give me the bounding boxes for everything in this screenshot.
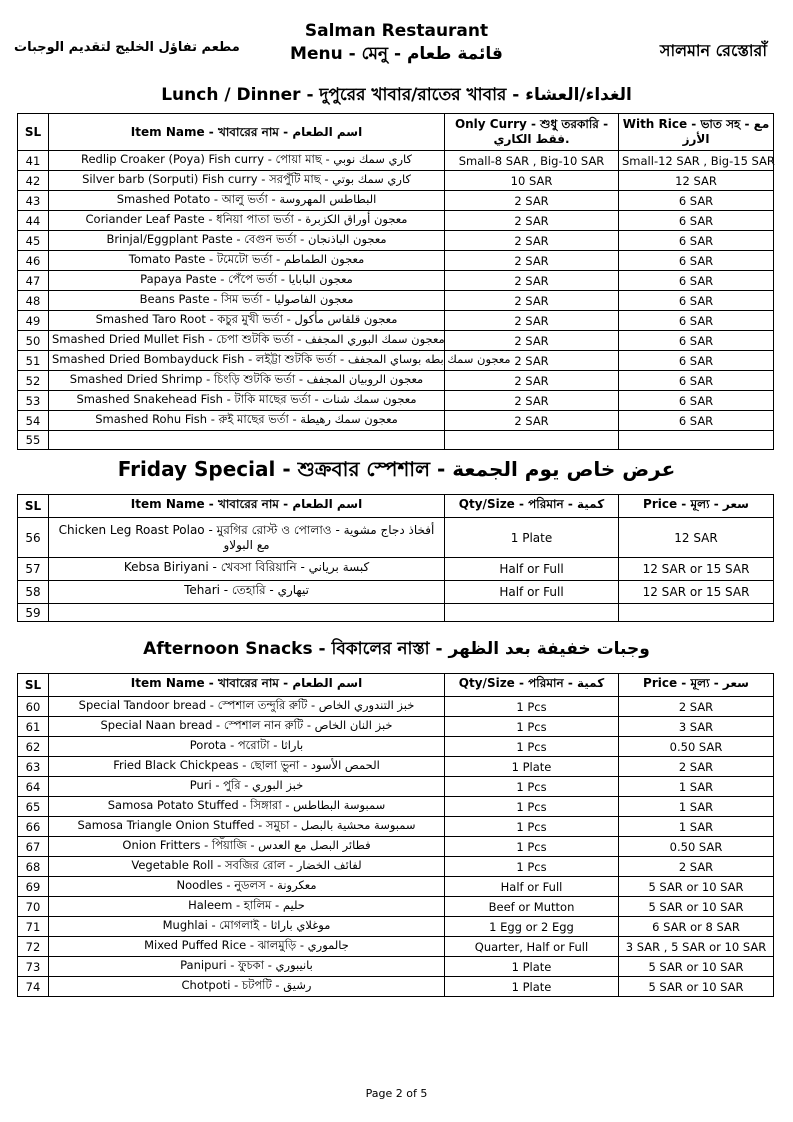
cell-item: Mixed Puffed Rice - ঝালমুড়ি - جالموري	[49, 937, 445, 957]
col-price-header: Price - মূল্য - سعر	[619, 495, 774, 518]
cell-item: Smashed Dried Shrimp - চিংড়ি শুটকি ভর্তা - معجون الروبيان المجفف	[49, 371, 445, 391]
cell-qty: 1 Pcs	[445, 717, 619, 737]
cell-sl: 70	[18, 897, 49, 917]
page-number: Page 2 of 5	[365, 1087, 428, 1100]
cell-sl: 54	[18, 411, 49, 431]
cell-sl: 63	[18, 757, 49, 777]
cell-item: Smashed Potato - আলু ভর্তা - البطاطس المهروسة	[49, 191, 445, 211]
cell-sl: 51	[18, 351, 49, 371]
restaurant-title: Salman Restaurant	[304, 21, 489, 41]
table-row	[18, 737, 774, 757]
table-row	[18, 331, 774, 351]
cell-item: Smashed Snakehead Fish - টাকি মাছের ভর্তা - معجون سمك شنات	[49, 391, 445, 411]
cell-curry: 2 SAR	[445, 371, 619, 391]
table-row	[18, 581, 774, 604]
cell-rice: 6 SAR	[619, 371, 774, 391]
cell-price: 0.50 SAR	[619, 737, 774, 757]
col-sl-header: SL	[18, 495, 49, 518]
cell-item: Tehari - তেহারি - تيهاري	[49, 581, 445, 604]
cell-rice	[619, 431, 774, 450]
cell-sl: 74	[18, 977, 49, 997]
cell-rice: 6 SAR	[619, 251, 774, 271]
table-row	[18, 311, 774, 331]
cell-price	[619, 604, 774, 622]
cell-sl: 71	[18, 917, 49, 937]
arabic-restaurant-name: مطعم تفاؤل الخليج لتقديم الوجبات	[14, 40, 240, 55]
cell-qty: 1 Pcs	[445, 797, 619, 817]
table-header-row	[18, 495, 774, 518]
table-row	[18, 191, 774, 211]
cell-sl: 45	[18, 231, 49, 251]
cell-item: Kebsa Biriyani - খেবসা বিরিয়ানি - كبسة برياني	[49, 558, 445, 581]
cell-item: Fried Black Chickpeas - ছোলা ভুনা - الحمص الأسود	[49, 757, 445, 777]
cell-qty: Half or Full	[445, 581, 619, 604]
cell-price: 6 SAR or 8 SAR	[619, 917, 774, 937]
col-curry-header: Only Curry - শুধু তরকারি - فقط الكاري.	[445, 114, 619, 151]
cell-qty: Beef or Mutton	[445, 897, 619, 917]
cell-rice: 12 SAR	[619, 171, 774, 191]
col-item-header: Item Name - খাবারের নাম - اسم الطعام	[49, 114, 445, 151]
cell-sl: 69	[18, 877, 49, 897]
cell-sl: 48	[18, 291, 49, 311]
cell-price: 5 SAR or 10 SAR	[619, 977, 774, 997]
cell-curry: 2 SAR	[445, 231, 619, 251]
afternoon-snacks-title: Afternoon Snacks - বিকালের নাস্তা - وجبات خفيفة بعد الظهر	[143, 639, 650, 659]
cell-sl: 56	[18, 518, 49, 558]
table-row	[18, 351, 774, 371]
cell-sl: 46	[18, 251, 49, 271]
cell-qty: 1 Pcs	[445, 857, 619, 877]
cell-price: 3 SAR , 5 SAR or 10 SAR	[619, 937, 774, 957]
cell-item: Special Tandoor bread - স্পেশাল তন্দুরি রুটি - خبز التندوري الخاص	[49, 697, 445, 717]
table-row	[18, 251, 774, 271]
cell-rice: 6 SAR	[619, 211, 774, 231]
cell-sl: 52	[18, 371, 49, 391]
table-row	[18, 211, 774, 231]
cell-sl: 61	[18, 717, 49, 737]
col-rice-header: With Rice - ভাত সহ - مع الأرز	[619, 114, 774, 151]
table-row	[18, 777, 774, 797]
cell-qty	[445, 604, 619, 622]
cell-qty: Half or Full	[445, 558, 619, 581]
cell-qty: 1 Plate	[445, 757, 619, 777]
table-row	[18, 411, 774, 431]
cell-price: 2 SAR	[619, 857, 774, 877]
table-row	[18, 151, 774, 171]
cell-curry: 2 SAR	[445, 331, 619, 351]
cell-qty: Half or Full	[445, 877, 619, 897]
table-row	[18, 171, 774, 191]
cell-rice: 6 SAR	[619, 411, 774, 431]
cell-qty: 1 Plate	[445, 518, 619, 558]
cell-rice: 6 SAR	[619, 191, 774, 211]
col-sl-header: SL	[18, 674, 49, 697]
col-item-header: Item Name - খাবারের নাম - اسم الطعام	[49, 495, 445, 518]
cell-curry: 10 SAR	[445, 171, 619, 191]
table-row	[18, 937, 774, 957]
cell-rice: 6 SAR	[619, 291, 774, 311]
table-row	[18, 431, 774, 450]
cell-item: Onion Fritters - পিঁয়াজি - فطائر البصل مع العدس	[49, 837, 445, 857]
table-row	[18, 877, 774, 897]
table-row	[18, 837, 774, 857]
cell-curry	[445, 431, 619, 450]
cell-item: Beans Paste - সিম ভর্তা - معجون الفاصوليا	[49, 291, 445, 311]
col-qty-header: Qty/Size - পরিমান - كمية	[445, 674, 619, 697]
cell-sl: 58	[18, 581, 49, 604]
table-row	[18, 717, 774, 737]
table-row	[18, 391, 774, 411]
cell-sl: 65	[18, 797, 49, 817]
cell-price: 5 SAR or 10 SAR	[619, 897, 774, 917]
cell-rice: 6 SAR	[619, 331, 774, 351]
menu-subtitle: Menu - মেনু - قائمة طعام	[290, 44, 503, 64]
cell-price: 5 SAR or 10 SAR	[619, 877, 774, 897]
col-item-header: Item Name - খাবারের নাম - اسم الطعام	[49, 674, 445, 697]
cell-curry: 2 SAR	[445, 271, 619, 291]
cell-price: 12 SAR	[619, 518, 774, 558]
cell-item: Smashed Taro Root - কচুর মুখী ভর্তা - معجون قلقاس مأكول	[49, 311, 445, 331]
friday-special-table	[17, 494, 774, 622]
table-row	[18, 977, 774, 997]
cell-item: Brinjal/Eggplant Paste - বেগুন ভর্তা - معجون الباذنجان	[49, 231, 445, 251]
cell-sl: 72	[18, 937, 49, 957]
cell-sl: 57	[18, 558, 49, 581]
cell-item: Chicken Leg Roast Polao - মুরগির রোস্ট ও পোলাও - أفخاذ دجاج مشوية مع البولاو	[49, 518, 445, 558]
cell-qty: 1 Pcs	[445, 737, 619, 757]
table-row	[18, 558, 774, 581]
cell-sl: 43	[18, 191, 49, 211]
cell-price: 0.50 SAR	[619, 837, 774, 857]
table-row	[18, 697, 774, 717]
cell-sl: 60	[18, 697, 49, 717]
cell-item: Chotpoti - চটপটি - رشيق	[49, 977, 445, 997]
table-row	[18, 757, 774, 777]
cell-item: Haleem - হালিম - حليم	[49, 897, 445, 917]
cell-curry: 2 SAR	[445, 291, 619, 311]
cell-item: Redlip Croaker (Poya) Fish curry - পোয়া মাছ - كاري سمك نوبي	[49, 151, 445, 171]
cell-price: 12 SAR or 15 SAR	[619, 581, 774, 604]
col-price-header: Price - মূল্য - سعر	[619, 674, 774, 697]
cell-sl: 73	[18, 957, 49, 977]
cell-price: 5 SAR or 10 SAR	[619, 957, 774, 977]
bengali-restaurant-name: সালমান রেস্তোরাঁ	[659, 41, 767, 60]
cell-curry: 2 SAR	[445, 351, 619, 371]
cell-sl: 64	[18, 777, 49, 797]
cell-rice: 6 SAR	[619, 391, 774, 411]
cell-sl: 59	[18, 604, 49, 622]
cell-item: Vegetable Roll - সবজির রোল - لفائف الخضار	[49, 857, 445, 877]
col-qty-header: Qty/Size - পরিমান - كمية	[445, 495, 619, 518]
cell-qty: 1 Egg or 2 Egg	[445, 917, 619, 937]
cell-item: Special Naan bread - স্পেশাল নান রুটি - خبز النان الخاص	[49, 717, 445, 737]
cell-qty: 1 Pcs	[445, 817, 619, 837]
cell-item: Papaya Paste - পেঁপে ভর্তা - معجون البابايا	[49, 271, 445, 291]
table-row	[18, 371, 774, 391]
lunch-dinner-title: Lunch / Dinner - দুপুরের খাবার/রাতের খাবার - الغداء/العشاء	[161, 85, 632, 105]
table-row	[18, 897, 774, 917]
table-row	[18, 291, 774, 311]
cell-curry: Small-8 SAR , Big-10 SAR	[445, 151, 619, 171]
cell-item: Silver barb (Sorputi) Fish curry - সরপুঁটি মাছ - كاري سمك بوتي	[49, 171, 445, 191]
cell-item: Smashed Dried Bombayduck Fish - লইট্টা শুটকি ভর্তা - معجون سمك بطه بوساي المجفف	[49, 351, 445, 371]
table-row	[18, 604, 774, 622]
cell-sl: 67	[18, 837, 49, 857]
cell-price: 2 SAR	[619, 697, 774, 717]
table-header-row	[18, 674, 774, 697]
table-row	[18, 518, 774, 558]
cell-item: Tomato Paste - টমেটো ভর্তা - معجون الطماطم	[49, 251, 445, 271]
afternoon-snacks-table	[17, 673, 774, 997]
table-row	[18, 797, 774, 817]
cell-item	[49, 604, 445, 622]
cell-price: 2 SAR	[619, 757, 774, 777]
table-row	[18, 817, 774, 837]
cell-curry: 2 SAR	[445, 211, 619, 231]
cell-item	[49, 431, 445, 450]
cell-rice: 6 SAR	[619, 271, 774, 291]
col-sl-header: SL	[18, 114, 49, 151]
cell-qty: Quarter, Half or Full	[445, 937, 619, 957]
cell-sl: 55	[18, 431, 49, 450]
cell-sl: 42	[18, 171, 49, 191]
cell-sl: 44	[18, 211, 49, 231]
cell-item: Samosa Triangle Onion Stuffed - সমুচা - سمبوسة محشية بالبصل	[49, 817, 445, 837]
table-row	[18, 917, 774, 937]
cell-rice: 6 SAR	[619, 311, 774, 331]
table-row	[18, 957, 774, 977]
table-row	[18, 231, 774, 251]
table-row	[18, 271, 774, 291]
cell-curry: 2 SAR	[445, 391, 619, 411]
cell-sl: 62	[18, 737, 49, 757]
cell-sl: 68	[18, 857, 49, 877]
cell-price: 1 SAR	[619, 777, 774, 797]
cell-price: 3 SAR	[619, 717, 774, 737]
cell-item: Panipuri - ফুচকা - بانيبوري	[49, 957, 445, 977]
cell-sl: 41	[18, 151, 49, 171]
cell-item: Samosa Potato Stuffed - সিঙ্গারা - سمبوسة البطاطس	[49, 797, 445, 817]
cell-item: Smashed Dried Mullet Fish - চেপা শুটকি ভর্তা - معجون سمك البوري المجفف	[49, 331, 445, 351]
cell-item: Coriander Leaf Paste - ধনিয়া পাতা ভর্তা - معجون أوراق الكزبرة	[49, 211, 445, 231]
cell-qty: 1 Pcs	[445, 697, 619, 717]
cell-item: Mughlai - মোগলাই - موغلاي باراثا	[49, 917, 445, 937]
cell-qty: 1 Plate	[445, 977, 619, 997]
cell-sl: 66	[18, 817, 49, 837]
cell-item: Porota - পরোটা - باراثا	[49, 737, 445, 757]
cell-price: 1 SAR	[619, 797, 774, 817]
cell-price: 1 SAR	[619, 817, 774, 837]
cell-curry: 2 SAR	[445, 191, 619, 211]
cell-rice: 6 SAR	[619, 351, 774, 371]
lunch-dinner-table	[17, 113, 774, 450]
cell-curry: 2 SAR	[445, 251, 619, 271]
cell-item: Puri - পুরি - خبز البوري	[49, 777, 445, 797]
friday-special-title: Friday Special - শুক্রবার স্পেশাল - عرض خاص يوم الجمعة	[117, 457, 676, 481]
cell-price: 12 SAR or 15 SAR	[619, 558, 774, 581]
cell-sl: 53	[18, 391, 49, 411]
cell-curry: 2 SAR	[445, 411, 619, 431]
cell-sl: 50	[18, 331, 49, 351]
cell-sl: 47	[18, 271, 49, 291]
cell-rice: 6 SAR	[619, 231, 774, 251]
table-header-row	[18, 114, 774, 151]
cell-qty: 1 Plate	[445, 957, 619, 977]
table-row	[18, 857, 774, 877]
cell-qty: 1 Pcs	[445, 837, 619, 857]
cell-sl: 49	[18, 311, 49, 331]
cell-item: Noodles - নুডলস - معكرونة	[49, 877, 445, 897]
cell-item: Smashed Rohu Fish - রুই মাছের ভর্তা - معجون سمك رهيطة	[49, 411, 445, 431]
cell-qty: 1 Pcs	[445, 777, 619, 797]
cell-curry: 2 SAR	[445, 311, 619, 331]
cell-rice: Small-12 SAR , Big-15 SAR	[619, 151, 774, 171]
